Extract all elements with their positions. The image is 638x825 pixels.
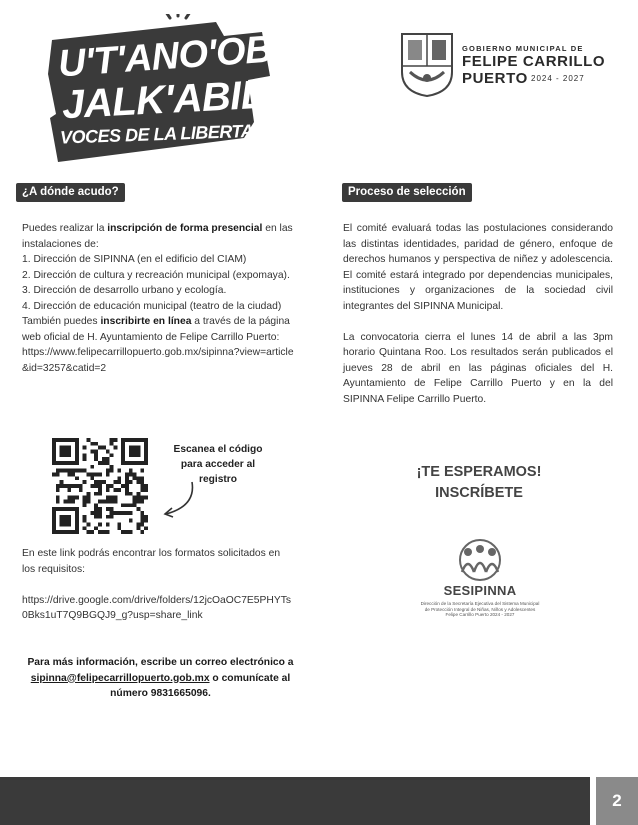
- coat-of-arms-icon: [400, 32, 454, 98]
- location-list-item: 1. Dirección de SIPINNA (en el edificio del CIAM): [22, 254, 247, 265]
- sipinna-logo-icon: [452, 538, 508, 582]
- logo-line-3: VOCES DE LA LIBERTAD: [59, 120, 266, 148]
- gov-label: GOBIERNO MUNICIPAL DE: [462, 44, 584, 53]
- sipinna-name: SESIPINNA: [443, 583, 517, 598]
- location-list-item: 2. Dirección de cultura y recreación municipal (expomaya).: [22, 269, 290, 281]
- where-to-go-section: [22, 221, 294, 376]
- in-person-paragraph: Puedes realizar la inscripción de forma presencial en las instalaciones de:: [22, 223, 293, 250]
- drive-url[interactable]: https://drive.google.com/drive/folders/12jcOaOC7E5PHYTs0Bks1uT7Q9BGQJ9_g?usp=share_link: [22, 594, 291, 621]
- selection-process-section: [343, 221, 613, 423]
- scan-instruction: Escanea el código para acceder al registro: [173, 444, 263, 485]
- register-now: INSCRÍBETE: [435, 485, 523, 501]
- committee-paragraph: El comité evaluará todas las postulaciones considerando las distintas identidades, paridad de género, enfoque de derechos humanos y perspectiva de niñez y adolescencia. El comité estará integrado por dependencias municipales, instituciones y organizaciones de la sociedad civil integrantes del SIPINNA Municipal.: [343, 223, 613, 312]
- curved-arrow-icon: [158, 478, 200, 520]
- where-to-go-heading: ¿A dónde acudo?: [16, 183, 125, 202]
- page-number: 2: [596, 777, 638, 825]
- logo-line-1: U'T'ANO'OB: [56, 28, 274, 86]
- gov-years: 2024 - 2027: [531, 74, 585, 83]
- sound-rays-icon: [166, 14, 190, 18]
- call-to-action: [394, 462, 564, 504]
- contact-email-link[interactable]: sipinna@felipecarrillopuerto.gob.mx: [30, 672, 210, 684]
- gov-name-line-1: FELIPE CARRILLO: [462, 53, 606, 70]
- gov-name-line-2: PUERTO: [462, 70, 528, 87]
- government-header: [400, 32, 606, 102]
- location-list-item: 4. Dirección de educación municipal (teatro de la ciudad): [22, 300, 282, 312]
- location-list-item: 3. Dirección de desarrollo urbano y ecología.: [22, 285, 227, 296]
- qr-code[interactable]: [52, 438, 148, 534]
- footer-bar: [0, 777, 590, 825]
- forms-link-section: [22, 546, 294, 624]
- registration-url[interactable]: https://www.felipecarrillopuerto.gob.mx/sipinna?view=article&id=3257&catid=2: [22, 347, 294, 374]
- online-paragraph: También puedes inscribirte en línea a través de la página web oficial de H. Ayuntamiento de Felipe Carrillo Puerto:: [22, 316, 290, 343]
- forms-intro: En este link podrás encontrar los formatos solicitados en los requisitos:: [22, 548, 281, 575]
- deadline-paragraph: La convocatoria cierra el lunes 14 de abril a las 3pm horario Quintana Roo. Los resultados serán publicados el jueves 28 de abril en las páginas oficiales del H. Ayuntamiento de Felipe Carrillo Puerto y en la del SIPINNA Felipe Carrillo Puerto.: [343, 331, 613, 405]
- logo-line-2: JALK'ABIL: [60, 72, 266, 128]
- we-await-you: ¡TE ESPERAMOS!: [416, 464, 542, 480]
- campaign-logo: [48, 14, 276, 164]
- selection-process-heading: Proceso de selección: [342, 183, 472, 202]
- sipinna-subtitle: Dirección de la Secretaría Ejecutiva del Sistema Municipal de Protección Integral de Niñas, Niños y Adolescentes Felipe Carrillo Puerto 2024 - 2027: [420, 601, 540, 618]
- contact-info: Para más información, escribe un correo electrónico a sipinna@felipecarrillopuerto.gob.mx o comunícate al número 9831665096.: [27, 657, 294, 699]
